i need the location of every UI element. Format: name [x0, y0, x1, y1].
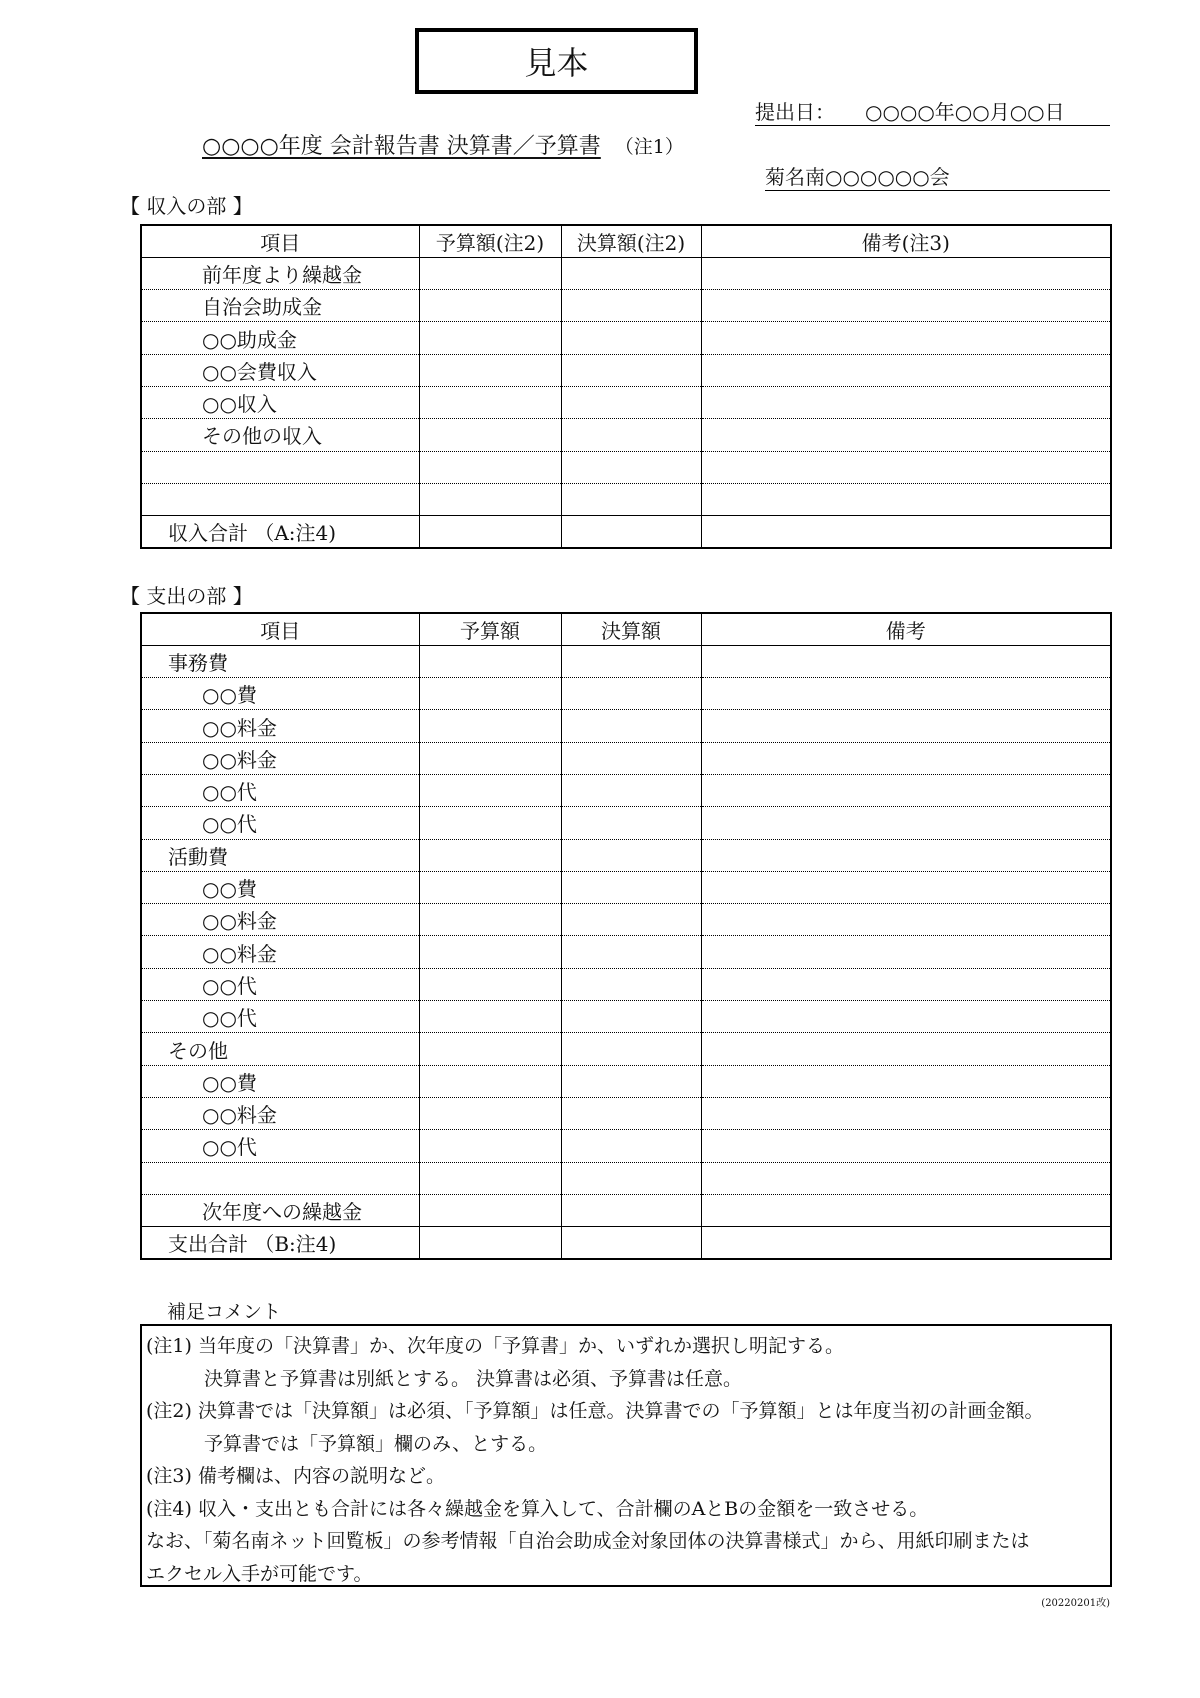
document-title — [202, 132, 684, 162]
income-row — [141, 386, 1111, 418]
actual-cell — [561, 290, 701, 322]
budget-cell — [419, 451, 561, 483]
remarks-cell — [701, 354, 1111, 386]
expense-row — [141, 678, 1111, 710]
expense-item-label: ○○費 — [141, 678, 419, 710]
actual-cell — [561, 871, 701, 903]
income-item-label: ○○会費収入 — [141, 354, 419, 386]
budget-cell — [419, 257, 561, 289]
expense-item-label: ○○料金 — [141, 904, 419, 936]
sample-label: 見本 — [524, 44, 589, 82]
budget-cell — [419, 1001, 561, 1033]
budget-cell — [419, 678, 561, 710]
expense-row — [141, 1162, 1111, 1194]
actual-cell — [561, 968, 701, 1000]
actual-cell — [561, 419, 701, 451]
actual-cell — [561, 1097, 701, 1129]
expense-item-label: ○○料金 — [141, 1097, 419, 1129]
expense-category-row — [141, 839, 1111, 871]
expense-row — [141, 1001, 1111, 1033]
remarks-cell — [701, 678, 1111, 710]
budget-cell — [419, 807, 561, 839]
income-row — [141, 354, 1111, 386]
remarks-cell — [701, 516, 1111, 548]
actual-cell — [561, 1162, 701, 1194]
expense-row — [141, 936, 1111, 968]
actual-cell — [561, 1194, 701, 1226]
expense-column-header: 備考 — [701, 613, 1111, 645]
income-column-header: 備考(注3) — [701, 225, 1111, 257]
actual-cell — [561, 807, 701, 839]
sample-stamp-box — [415, 28, 698, 94]
budget-cell — [419, 839, 561, 871]
income-item-label: 前年度より繰越金 — [141, 257, 419, 289]
budget-cell — [419, 871, 561, 903]
income-total-row — [141, 516, 1111, 548]
expense-header-row — [141, 613, 1111, 645]
remarks-cell — [701, 419, 1111, 451]
remarks-cell — [701, 1194, 1111, 1226]
income-item-label: ○○助成金 — [141, 322, 419, 354]
income-column-header: 決算額(注2) — [561, 225, 701, 257]
budget-cell — [419, 322, 561, 354]
income-row — [141, 322, 1111, 354]
supplementary-comment-label: 補足コメント — [167, 1301, 282, 1323]
note-line: (注3) 備考欄は、内容の説明など。 — [146, 1465, 445, 1487]
remarks-cell — [701, 871, 1111, 903]
actual-cell — [561, 451, 701, 483]
actual-cell — [561, 516, 701, 548]
expense-column-header: 項目 — [141, 613, 419, 645]
expense-row — [141, 774, 1111, 806]
expense-row — [141, 1130, 1111, 1162]
income-table — [140, 224, 1112, 549]
expense-row — [141, 871, 1111, 903]
actual-cell — [561, 483, 701, 515]
actual-cell — [561, 839, 701, 871]
submit-date-value: ○○○○年○○月○○日 — [865, 100, 1065, 124]
expense-table — [140, 612, 1112, 1260]
expense-item-label: 事務費 — [141, 645, 419, 677]
expense-item-label: ○○代 — [141, 1001, 419, 1033]
expense-row — [141, 968, 1111, 1000]
expense-item-label: ○○代 — [141, 1130, 419, 1162]
actual-cell — [561, 774, 701, 806]
income-row — [141, 483, 1111, 515]
remarks-cell — [701, 968, 1111, 1000]
income-item-label: ○○収入 — [141, 386, 419, 418]
budget-cell — [419, 645, 561, 677]
actual-cell — [561, 322, 701, 354]
remarks-cell — [701, 386, 1111, 418]
actual-cell — [561, 1065, 701, 1097]
expense-item-label: ○○費 — [141, 871, 419, 903]
note-line: 決算書と予算書は別紙とする。 決算書は必須、予算書は任意。 — [204, 1367, 743, 1390]
note-line: (注1) 当年度の「決算書」か、次年度の「予算書」か、いずれか選択し明記する。 — [146, 1335, 844, 1357]
expense-category-row — [141, 1033, 1111, 1065]
submit-date — [755, 99, 1110, 126]
expense-column-header: 決算額 — [561, 613, 701, 645]
budget-cell — [419, 742, 561, 774]
remarks-cell — [701, 290, 1111, 322]
budget-cell — [419, 968, 561, 1000]
actual-cell — [561, 1130, 701, 1162]
actual-cell — [561, 678, 701, 710]
remarks-cell — [701, 645, 1111, 677]
title-text: ○○○○年度 会計報告書 決算書／予算書 — [202, 134, 601, 159]
budget-cell — [419, 1130, 561, 1162]
budget-cell — [419, 1227, 561, 1259]
expense-item-label: ○○代 — [141, 807, 419, 839]
remarks-cell — [701, 1065, 1111, 1097]
income-column-header: 項目 — [141, 225, 419, 257]
expense-section-label: 【 支出の部 】 — [120, 584, 253, 608]
budget-cell — [419, 904, 561, 936]
remarks-cell — [701, 710, 1111, 742]
budget-cell — [419, 386, 561, 418]
remarks-cell — [701, 483, 1111, 515]
expense-item-label: その他 — [141, 1033, 419, 1065]
remarks-cell — [701, 1033, 1111, 1065]
expense-item-label: 次年度への繰越金 — [141, 1194, 419, 1226]
expense-item-label — [141, 1162, 419, 1194]
remarks-cell — [701, 322, 1111, 354]
expense-row — [141, 1065, 1111, 1097]
expense-total-label: 支出合計 （B:注4) — [141, 1227, 419, 1259]
actual-cell — [561, 936, 701, 968]
expense-item-label: ○○代 — [141, 968, 419, 1000]
remarks-cell — [701, 1001, 1111, 1033]
remarks-cell — [701, 1097, 1111, 1129]
income-section-label: 【 収入の部 】 — [120, 194, 253, 218]
remarks-cell — [701, 774, 1111, 806]
budget-cell — [419, 483, 561, 515]
note-line: (注4) 収入・支出とも合計には各々繰越金を算入して、合計欄のAとBの金額を一致させる。 — [146, 1497, 929, 1520]
expense-row — [141, 710, 1111, 742]
remarks-cell — [701, 1130, 1111, 1162]
actual-cell — [561, 257, 701, 289]
expense-item-label: ○○代 — [141, 774, 419, 806]
actual-cell — [561, 1033, 701, 1065]
expense-total-row — [141, 1227, 1111, 1259]
actual-cell — [561, 904, 701, 936]
remarks-cell — [701, 807, 1111, 839]
remarks-cell — [701, 936, 1111, 968]
budget-cell — [419, 1065, 561, 1097]
remarks-cell — [701, 904, 1111, 936]
remarks-cell — [701, 742, 1111, 774]
expense-item-label: ○○料金 — [141, 936, 419, 968]
income-item-label: 自治会助成金 — [141, 290, 419, 322]
remarks-cell — [701, 1227, 1111, 1259]
budget-cell — [419, 936, 561, 968]
budget-cell — [419, 710, 561, 742]
expense-row — [141, 742, 1111, 774]
actual-cell — [561, 645, 701, 677]
note-line: (注2) 決算書では「決算額」は必須、「予算額」は任意。決算書での「予算額」とは年度当初の計画金額。 — [146, 1400, 1044, 1422]
income-item-label — [141, 483, 419, 515]
income-item-label — [141, 451, 419, 483]
expense-row — [141, 807, 1111, 839]
actual-cell — [561, 354, 701, 386]
income-row — [141, 290, 1111, 322]
actual-cell — [561, 386, 701, 418]
expense-item-label: ○○料金 — [141, 710, 419, 742]
budget-cell — [419, 1033, 561, 1065]
expense-item-label: 活動費 — [141, 839, 419, 871]
expense-row — [141, 1097, 1111, 1129]
budget-cell — [419, 1162, 561, 1194]
remarks-cell — [701, 1162, 1111, 1194]
expense-row — [141, 1194, 1111, 1226]
income-total-label: 収入合計 （A:注4) — [141, 516, 419, 548]
revision-stamp: (20220201改) — [1041, 1598, 1110, 1609]
actual-cell — [561, 710, 701, 742]
income-row — [141, 451, 1111, 483]
actual-cell — [561, 742, 701, 774]
expense-category-row — [141, 645, 1111, 677]
budget-cell — [419, 1194, 561, 1226]
actual-cell — [561, 1227, 701, 1259]
note-line: エクセル入手が可能です。 — [146, 1562, 373, 1585]
income-column-header: 予算額(注2) — [419, 225, 561, 257]
notes-box — [140, 1324, 1112, 1587]
budget-cell — [419, 1097, 561, 1129]
budget-cell — [419, 516, 561, 548]
income-row — [141, 257, 1111, 289]
budget-cell — [419, 290, 561, 322]
expense-item-label: ○○費 — [141, 1065, 419, 1097]
remarks-cell — [701, 257, 1111, 289]
budget-cell — [419, 354, 561, 386]
title-note: （注1） — [614, 136, 684, 158]
note-line: なお、「菊名南ネット回覧板」の参考情報「自治会助成金対象団体の決算書様式」から、用紙印刷または — [146, 1530, 1030, 1552]
remarks-cell — [701, 451, 1111, 483]
organization-name: 菊名南○○○○○○会 — [765, 164, 1110, 191]
remarks-cell — [701, 839, 1111, 871]
expense-column-header: 予算額 — [419, 613, 561, 645]
note-line: 予算書では「予算額」欄のみ、とする。 — [204, 1432, 548, 1455]
income-item-label: その他の収入 — [141, 419, 419, 451]
budget-cell — [419, 774, 561, 806]
submit-date-label: 提出日： — [755, 100, 835, 124]
budget-cell — [419, 419, 561, 451]
actual-cell — [561, 1001, 701, 1033]
expense-item-label: ○○料金 — [141, 742, 419, 774]
expense-row — [141, 904, 1111, 936]
income-header-row — [141, 225, 1111, 257]
income-row — [141, 419, 1111, 451]
